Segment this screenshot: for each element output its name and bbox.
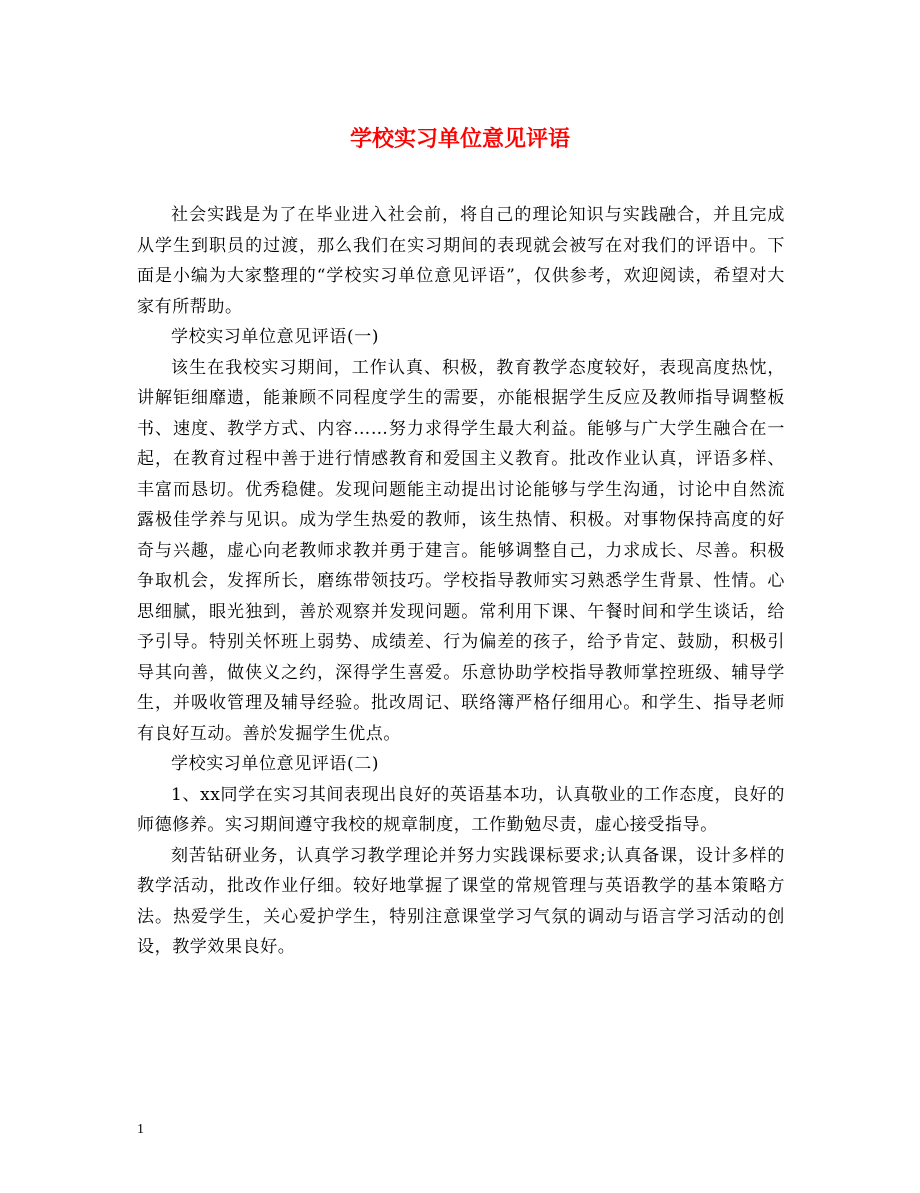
document-title: 学校实习单位意见评语 <box>349 126 570 152</box>
section-1-paragraph: 该生在我校实习期间，工作认真、积极，教育教学态度较好，表现高度热忱，讲解钜细靡遗，能兼顾不同程度学生的需要，亦能根据学生反应及教师指导调整板书、速度、教学方式、内容……努力求得学生最大利益。能够与广大学生融合在一起，在教育过程中善于进行情感教育和爱国主义教育。批改作业认真，评语多样、丰富而恳切。优秀稳健。发现问题能主动提出讨论能够与学生沟通，讨论中自然流露极佳学养与见识。成为学生热爱的教师，该生热情、积极。对事物保持高度的好奇与兴趣，虚心向老教师求教并勇于建言。能够调整自己，力求成长、尽善。积极争取机会，发挥所长，磨练带领技巧。学校指导教师实习熟悉学生背景、性情。心思细腻，眼光独到，善於观察并发现问题。常利用下课、午餐时间和学生谈话，给予引导。特别关怀班上弱势、成绩差、行为偏差的孩子，给予肯定、鼓励，积极引导其向善，做侠义之约，深得学生喜爱。乐意协助学校指导教师掌控班级、辅导学生，并吸收管理及辅导经验。批改周记、联络簿严格仔细用心。和学生、指导老师有良好互动。善於发掘学生优点。 <box>137 357 785 744</box>
section-2-paragraph-1: 1、xx同学在实习其间表现出良好的英语基本功，认真敬业的工作态度，良好的师德修养。实习期间遵守我校的规章制度，工作勤勉尽责，虚心接受指导。 <box>137 784 785 835</box>
page-number: 1 <box>137 1122 144 1137</box>
document-body <box>137 200 785 963</box>
section-2-paragraph-2: 刻苦钻研业务，认真学习教学理论并努力实践课标要求;认真备课，设计多样的教学活动，批改作业仔细。较好地掌握了课堂的常规管理与英语教学的基本策略方法。热爱学生，关心爱护学生，特别注意课堂学习气氛的调动与语言学习活动的创设，教学效果良好。 <box>137 845 785 957</box>
intro-paragraph: 社会实践是为了在毕业进入社会前，将自己的理论知识与实践融合，并且完成从学生到职员的过渡，那么我们在实习期间的表现就会被写在对我们的评语中。下面是小编为大家整理的“学校实习单位意见评语”，仅供参考，欢迎阅读，希望对大家有所帮助。 <box>137 205 785 317</box>
section-heading-2: 学校实习单位意见评语(二) <box>171 754 380 774</box>
section-heading-1: 学校实习单位意见评语(一) <box>171 327 380 347</box>
